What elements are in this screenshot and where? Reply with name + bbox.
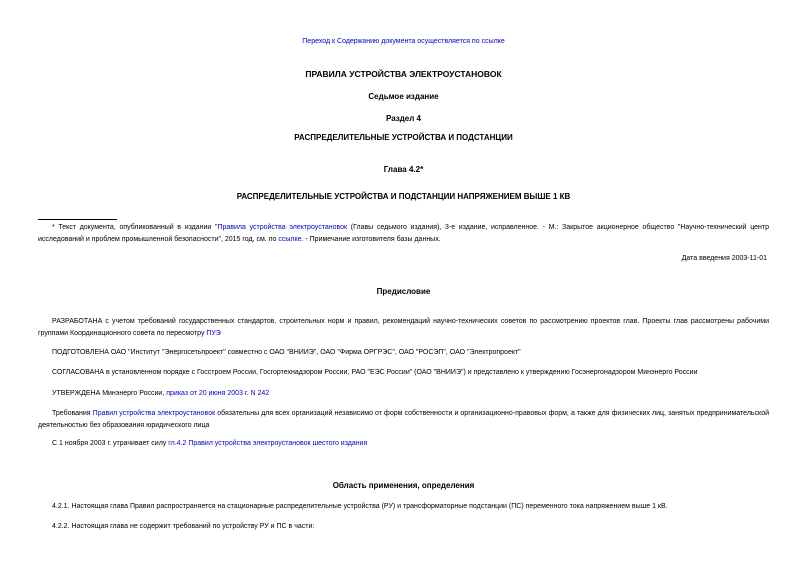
chapter-label: Глава 4.2* [383, 165, 424, 174]
paragraph-4-2-1: 4.2.1. Настоящая глава Правил распространяется на стационарные распределительные устройства (РУ) и трансформаторные подстанции (ПС) переменного тока напряжением выше 1 кВ. [52, 503, 668, 510]
paragraph-repeal [38, 438, 769, 450]
paragraph-prepared: ПОДГОТОВЛЕНА ОАО "Институт "Энергосетьпроект" совместно с ОАО "ВНИИЭ", ОАО "Фирма ОРГРЭС", ОАО "РОСЭП", ОАО "Электропроект" [52, 349, 521, 356]
order-link[interactable]: приказ от 20 июня 2003 г. N 242 [166, 390, 270, 397]
footnote [38, 222, 769, 246]
paragraph-requirements-post: обязательны для всех организаций независимо от форм собственности и организационно-правовых форм, а также для физических лиц, занятых предпринимательской деятельностью без образования юридического лица [38, 410, 770, 429]
paragraph-developed-text: РАЗРАБОТАНА с учетом требований государственных стандартов, строительных норм и правил, рекомендаций научно-технических советов по рассмотрению проектов глав. Проекты глав рассмотрены рабочими группами Координационного совета по пересмотру [38, 318, 769, 337]
scope-heading: Область применения, определения [332, 481, 475, 490]
paragraph-agreed: СОГЛАСОВАНА в установленном порядке с Госстроем России, Госгортехнадзором России, РАО "ЕЭС России" (ОАО "ВНИИЭ") и представлено к утверждению Госэнергонадзором Минэнерго России [52, 369, 698, 376]
edition-label: Седьмое издание [368, 92, 439, 101]
section-title: РАСПРЕДЕЛИТЕЛЬНЫЕ УСТРОЙСТВА И ПОДСТАНЦИИ [294, 133, 513, 142]
sixth-edition-link[interactable]: гл.4.2 Правил устройства электроустановок шестого издания [168, 440, 368, 447]
paragraph-4-2-2: 4.2.2. Настоящая глава не содержит требований по устройству РУ и ПС в части: [52, 523, 315, 530]
paragraph-approved [38, 388, 769, 400]
preface-heading: Предисловие [376, 287, 431, 296]
footnote-text-mid: (Главы седьмого издания), 3-е издание, исправленное. - М.: Закрытое акционерное общество "Научно-технический центр исследований и проблем промышленной безопасности", 2015 год, см. по [38, 224, 769, 243]
effective-date: Дата введения 2003-11-01 [681, 255, 767, 262]
toc-link[interactable]: Переход к Содержанию документа осуществляется по ссылке [302, 38, 505, 45]
paragraph-developed [38, 316, 769, 340]
rules-link[interactable]: Правил устройства электроустановок [92, 410, 216, 417]
footnote-link-rules[interactable]: Правила устройства электроустановок [217, 224, 348, 231]
footnote-link-source[interactable]: ссылке [278, 236, 302, 243]
pue-link[interactable]: ПУЭ [206, 330, 221, 337]
document-title: ПРАВИЛА УСТРОЙСТВА ЭЛЕКТРОУСТАНОВОК [305, 69, 502, 79]
paragraph-approved-text: УТВЕРЖДЕНА Минэнерго России, [52, 390, 167, 397]
footnote-text-post: . - Примечание изготовителя базы данных. [301, 236, 441, 243]
footnote-divider [38, 219, 117, 220]
section-label: Раздел 4 [385, 114, 422, 123]
paragraph-repeal-text: С 1 ноября 2003 г. утрачивает силу [52, 440, 169, 447]
chapter-title: РАСПРЕДЕЛИТЕЛЬНЫЕ УСТРОЙСТВА И ПОДСТАНЦИИ НАПРЯЖЕНИЕМ ВЫШЕ 1 КВ [236, 192, 571, 201]
paragraph-requirements [38, 408, 769, 432]
paragraph-requirements-pre: Требования [52, 410, 93, 417]
footnote-text-pre: * Текст документа, опубликованный в издании " [52, 224, 218, 231]
